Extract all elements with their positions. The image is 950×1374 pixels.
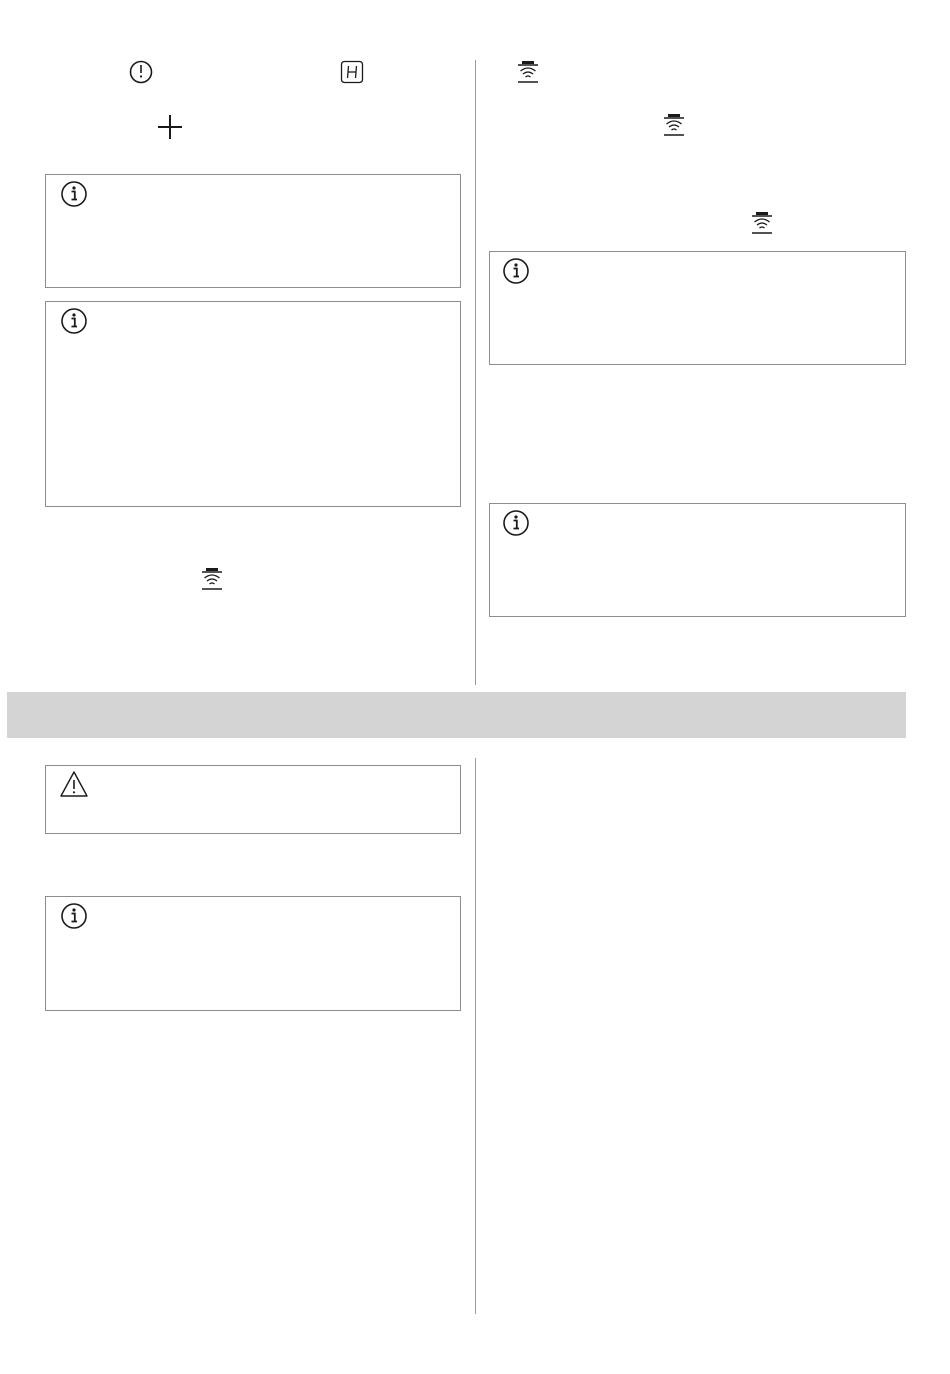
- info-note-box: [489, 503, 906, 617]
- hob-to-hood-icon: [750, 211, 774, 235]
- power-icon: [128, 59, 154, 85]
- info-icon: [60, 902, 88, 930]
- hob-to-hood-icon: [662, 113, 686, 137]
- info-icon: [60, 180, 88, 208]
- hob-to-hood-icon: [516, 60, 540, 84]
- h-letter-icon: [340, 60, 364, 84]
- info-note-box: [45, 301, 461, 507]
- info-note-box: [45, 174, 461, 288]
- hob-to-hood-icon: [200, 567, 224, 591]
- plus-icon: [157, 114, 183, 140]
- info-icon: [502, 257, 530, 285]
- info-note-box: [45, 896, 461, 1011]
- column-divider-top: [475, 60, 476, 685]
- section-header-bar: [7, 692, 906, 738]
- column-divider-bottom: [475, 758, 476, 1314]
- info-note-box: [489, 251, 906, 365]
- warning-triangle-icon: [59, 770, 89, 798]
- warning-note-box: [45, 765, 461, 834]
- info-icon: [502, 509, 530, 537]
- info-icon: [60, 307, 88, 335]
